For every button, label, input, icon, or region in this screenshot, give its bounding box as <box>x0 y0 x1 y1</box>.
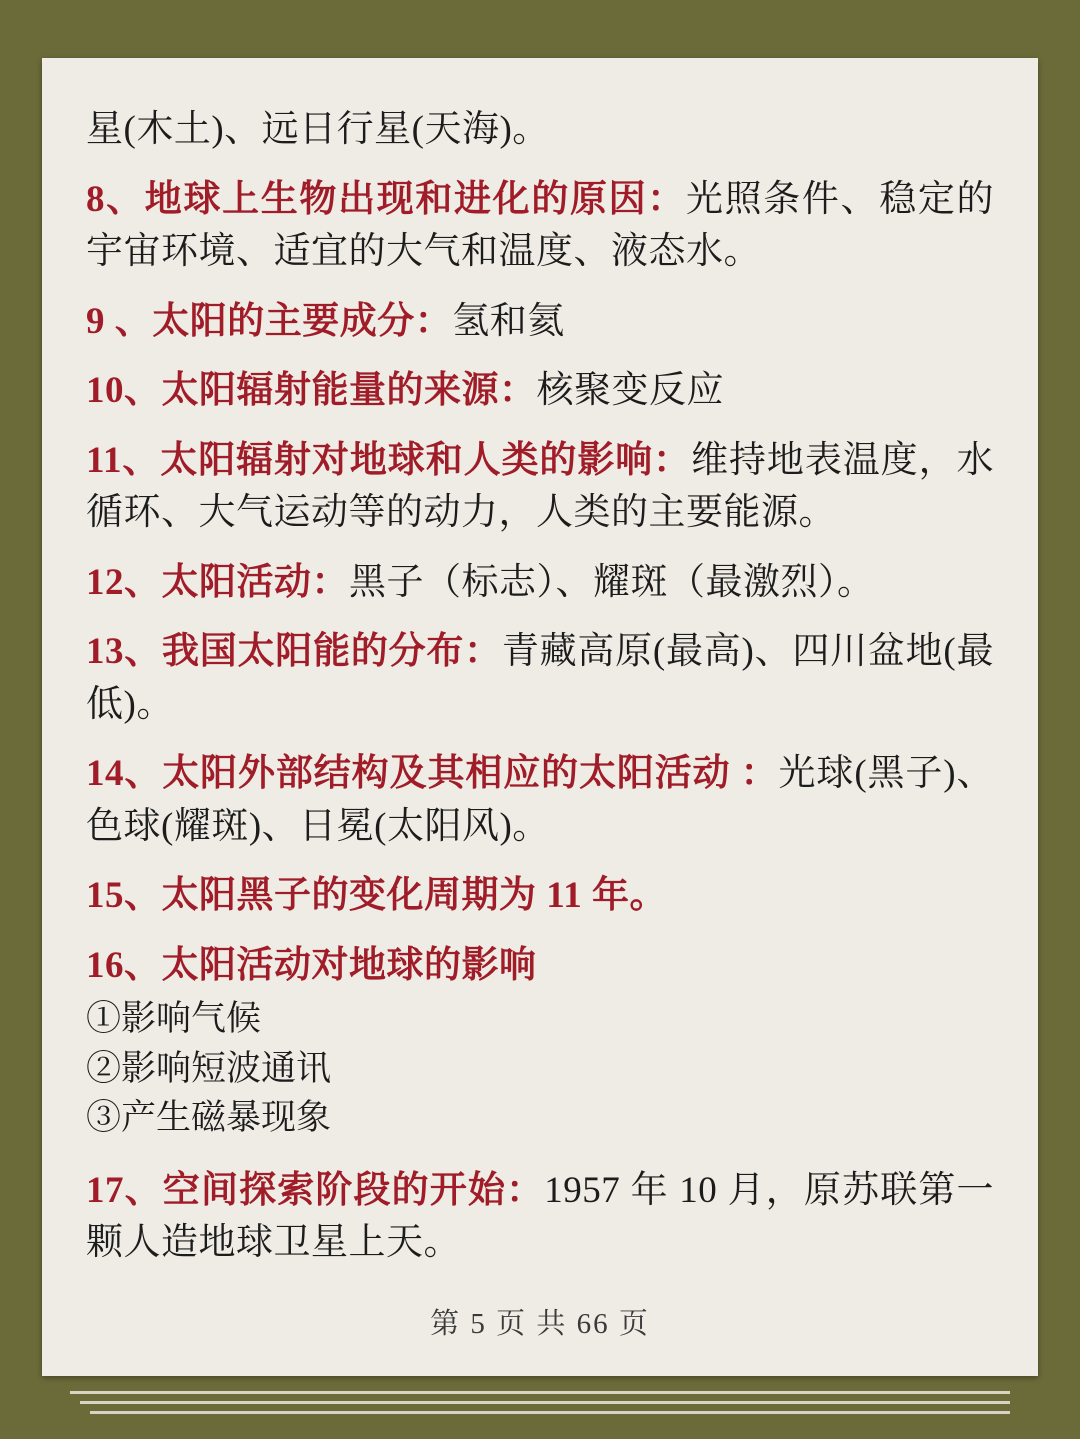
paragraph-text: 核聚变反应 <box>536 370 724 412</box>
paragraph-heading: 13、我国太阳能的分布： <box>86 631 502 673</box>
stripe-line <box>80 1401 1010 1404</box>
paragraph-text: 1957 年 10 月，原苏联第一颗人造地球卫星上天。 <box>86 1169 995 1264</box>
paragraph-item-17 <box>86 1165 994 1270</box>
paragraph-heading: 12、太阳活动： <box>86 561 349 603</box>
document-body <box>42 58 1038 1376</box>
paragraph-item-14 <box>86 748 994 853</box>
paragraph-item-8 <box>86 174 994 279</box>
paragraph-heading: 8、地球上生物出现和进化的原因： <box>86 178 686 220</box>
paragraph-heading: 16、太阳活动对地球的影响 <box>86 944 537 986</box>
paragraph-heading: 14、太阳外部结构及其相应的太阳活动 ： <box>86 753 779 795</box>
paragraph-heading: 9 、太阳的主要成分： <box>86 300 453 342</box>
paragraph-item-12 <box>86 557 994 610</box>
decorative-stripes <box>70 1391 1010 1421</box>
stripe-line <box>90 1411 1010 1414</box>
paragraph-text: 黑子（标志）、耀斑（最激烈）。 <box>349 561 875 603</box>
paragraph-item-9 <box>86 296 994 349</box>
paragraph-text: 星(木土)、远日行星(天海)。 <box>86 109 550 150</box>
paragraph-text: 光球(黑子)、色球(耀斑)、日冕(太阳风)。 <box>86 753 994 847</box>
paragraph-heading: 17、空间探索阶段的开始： <box>86 1169 545 1211</box>
sub-item-1: ①影响气候 <box>86 999 262 1039</box>
sub-item-2: ②影响短波通讯 <box>86 1048 332 1088</box>
stripe-line <box>70 1391 1010 1394</box>
paragraph-heading: 11、太阳辐射对地球和人类的影响： <box>86 439 692 481</box>
paragraph-item-15 <box>86 870 994 923</box>
paragraph-text: 氢和氦 <box>452 300 565 342</box>
paragraph-text: 光照条件、稳定的宇宙环境、适宜的大气和温度、液态水。 <box>86 178 995 273</box>
paragraph-heading: 10、太阳辐射能量的来源： <box>86 370 537 412</box>
paragraph-item-11 <box>86 435 994 540</box>
paragraph-item-10 <box>86 365 994 418</box>
paragraph-item-16 <box>86 940 994 993</box>
paragraph-text: 维持地表温度，水循环、大气运动等的动力，人类的主要能源。 <box>86 439 994 534</box>
paragraph-continuation <box>86 104 994 157</box>
sub-item-3: ③产生磁暴现象 <box>86 1098 332 1138</box>
paragraph-item-13 <box>86 626 994 731</box>
page-footer: 第 5 页 共 66 页 <box>430 1308 650 1340</box>
paragraph-heading: 15、太阳黑子的变化周期为 11 年。 <box>86 875 667 917</box>
document-page <box>42 58 1038 1376</box>
paragraph-text: 青藏高原(最高)、四川盆地(最低)。 <box>86 631 994 725</box>
